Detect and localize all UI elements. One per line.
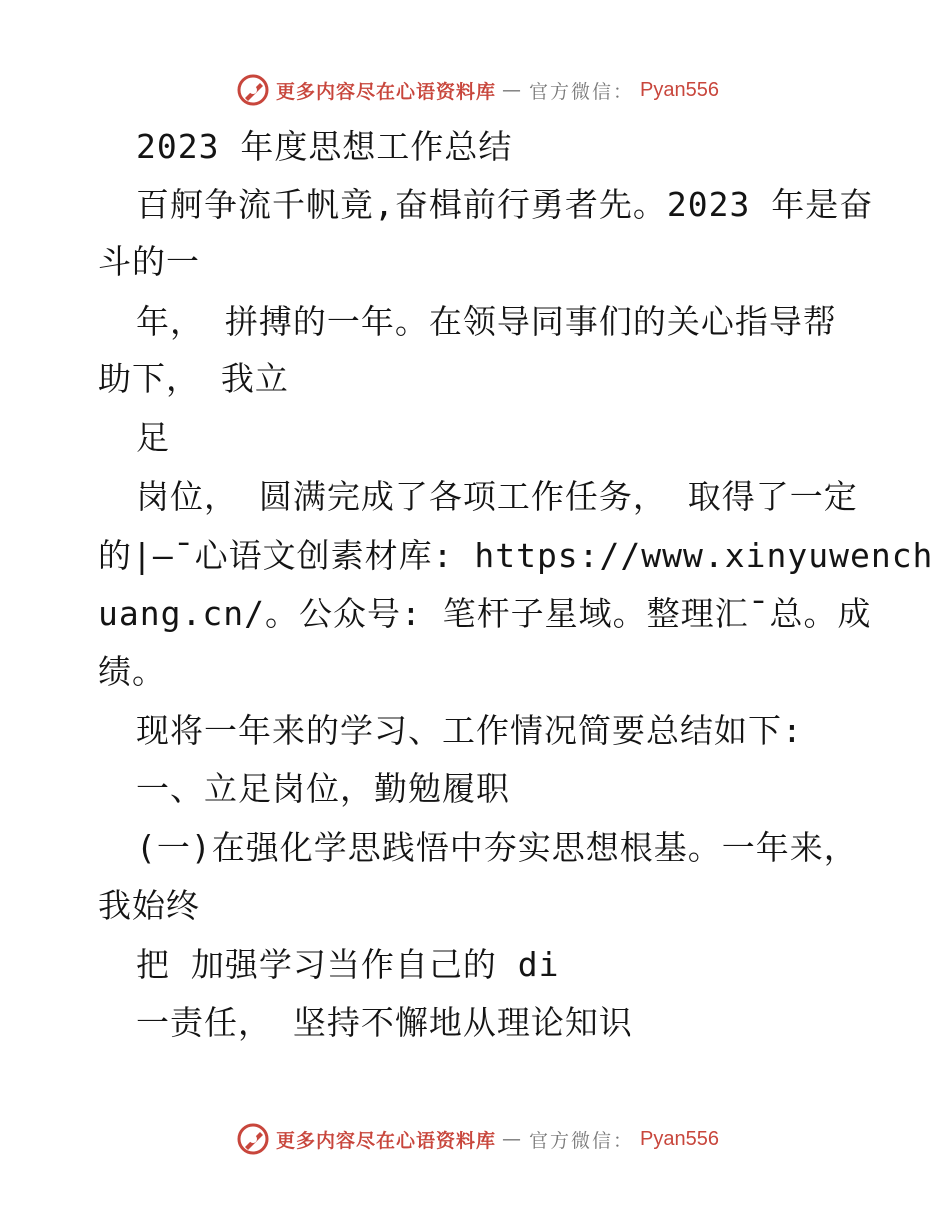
text-line: uang.cn/。公众号: 笔杆子星域。整理汇¯总。成 [98, 594, 872, 633]
text-line: 岗位， 圆满完成了各项工作任务， 取得了一定 [136, 477, 858, 516]
pen-logo-icon [236, 73, 270, 107]
text-line: 把 加强学习当作自己的 di [136, 945, 560, 984]
text-line: (一)在强化学思践悟中夯实思想根基。一年来， [136, 828, 858, 867]
text-line: 我始终 [98, 886, 200, 925]
site-name: 更多内容尽在心语资料库 [276, 80, 497, 103]
dash: — [502, 1128, 524, 1150]
header-watermark [236, 70, 719, 110]
pen-logo-icon [236, 1122, 270, 1156]
doc-title: 2023 年度思想工作总结 [136, 127, 513, 166]
footer-watermark [236, 1119, 719, 1159]
text-line: 绩。 [98, 652, 166, 691]
site-name: 更多内容尽在心语资料库 [276, 1129, 497, 1152]
text-line: 现将一年来的学习、工作情况简要总结如下: [136, 711, 803, 750]
text-line: 的|—¯心语文创素材库: https://www.xinyuwench [98, 536, 934, 575]
text-line: 百舸争流千帆竟,奋楫前行勇者先。2023 年是奋 [136, 185, 874, 224]
text-line: 助下， 我立 [98, 359, 289, 398]
dash: — [502, 79, 524, 101]
wechat-id: Pyan556 [640, 78, 719, 101]
wechat-id: Pyan556 [640, 1127, 719, 1150]
section-heading: 一、立足岗位，勤勉履职 [136, 769, 510, 808]
text-line: 年， 拼搏的一年。在领导同事们的关心指导帮 [136, 302, 837, 341]
text-line: 斗的一 [98, 242, 200, 281]
text-line: 一责任， 坚持不懈地从理论知识 [136, 1003, 633, 1042]
wechat-label: 官方微信： [529, 1129, 635, 1152]
wechat-label: 官方微信： [529, 80, 635, 103]
text-line: 足 [136, 418, 170, 457]
